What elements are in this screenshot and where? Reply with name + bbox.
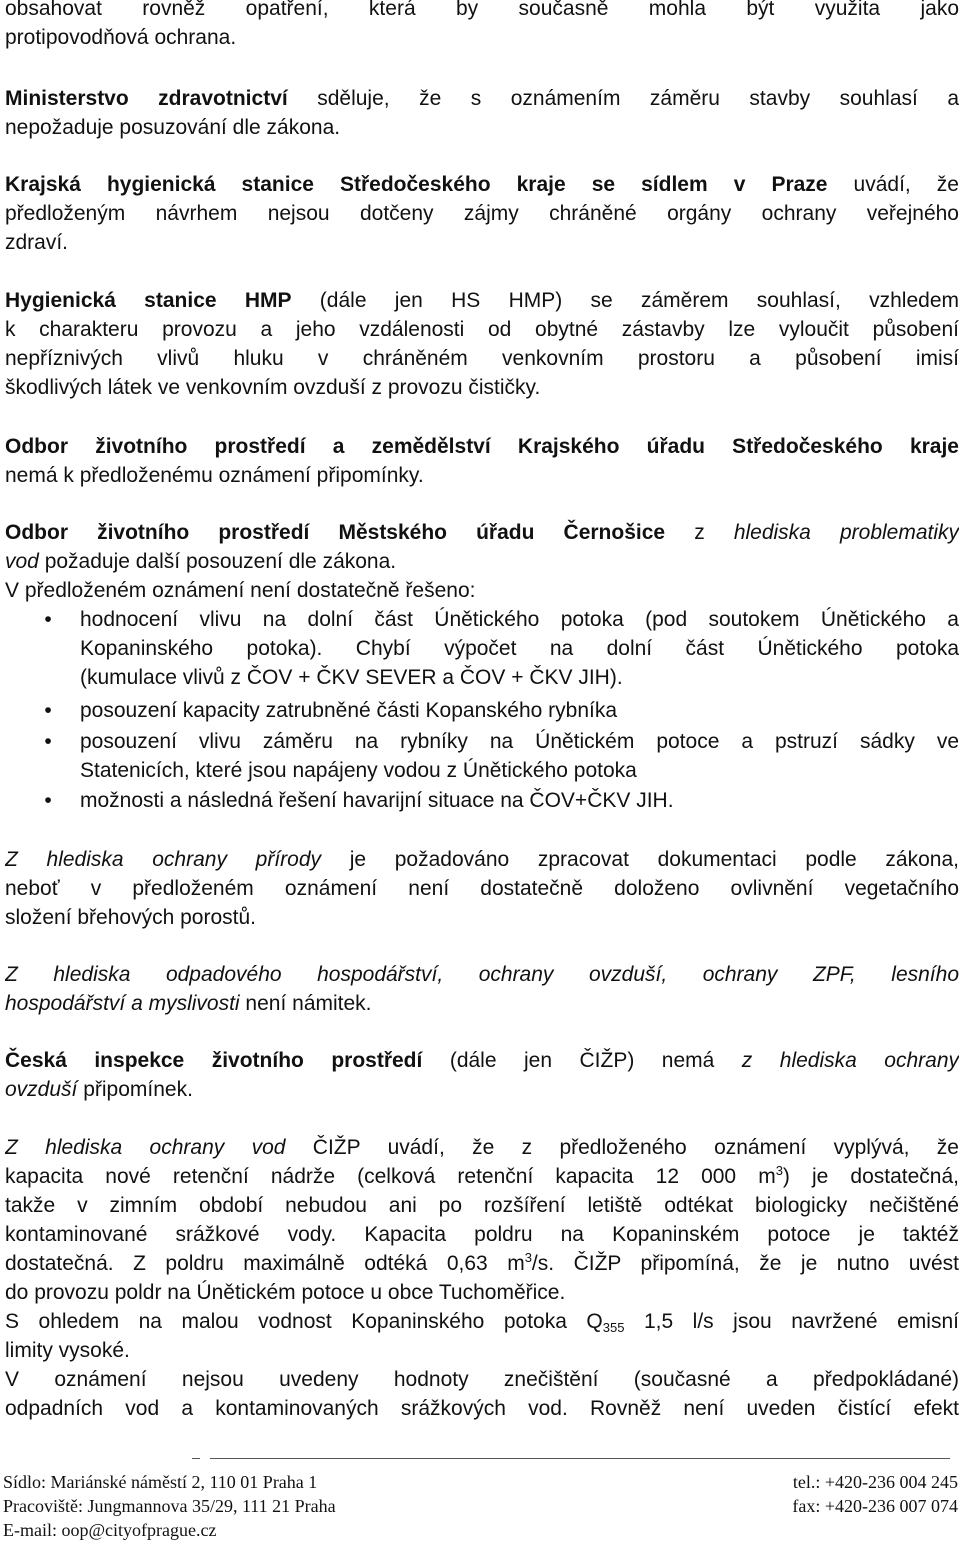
text-line <box>80 786 959 815</box>
text-run: limity vysoké. <box>5 1339 130 1362</box>
text-line <box>5 461 959 490</box>
text-line <box>5 518 959 547</box>
text-line <box>5 845 959 874</box>
text-run: hodnocení vlivu na dolní část Únětického potoka (pod soutokem Únětického a <box>80 608 959 631</box>
paragraph <box>5 84 959 142</box>
script-run: 355 <box>602 1320 625 1335</box>
text-run: požaduje další posouzení dle zákona. <box>38 550 397 573</box>
text-line <box>80 663 959 692</box>
bullet-icon: • <box>44 789 52 812</box>
text-run: předloženým návrhem nejsou dotčeny zájmy chráněné orgány ochrany veřejného <box>5 202 959 225</box>
text-run: kapacita nové retenční nádrže (celková retenční kapacita 12 000 m <box>5 1165 776 1188</box>
paragraph <box>5 518 959 605</box>
text-line <box>5 1075 959 1104</box>
text-run: odpadních vod a kontaminovaných srážkových vod. Rovněž není uveden čistící efekt <box>5 1397 959 1420</box>
list-item-text <box>80 605 959 692</box>
italic-run: Z hlediska ochrany přírody <box>5 848 322 871</box>
italic-run: hlediska problematiky <box>733 521 959 544</box>
bold-run: Hygienická stanice HMP <box>5 289 292 312</box>
text-line <box>5 1365 959 1394</box>
text-run: není námitek. <box>239 992 372 1015</box>
text-run: (dále jen ČIŽP) nemá <box>422 1049 742 1072</box>
text-line <box>5 989 959 1018</box>
text-run: Statenicích, které jsou napájeny vodou z Únětického potoka <box>80 759 637 782</box>
text-line <box>5 1278 959 1307</box>
text-line <box>5 1191 959 1220</box>
italic-run: vod <box>5 550 39 573</box>
text-run: protipovodňová ochrana. <box>5 26 237 49</box>
text-line <box>5 1133 959 1162</box>
text-line <box>5 432 959 461</box>
list-item-text <box>80 727 959 785</box>
text-run: uvádí, že <box>827 173 959 196</box>
text-run: V oznámení nejsou uvedeny hodnoty znečištění (současné a předpokládané) <box>5 1368 959 1391</box>
text-line <box>5 344 959 373</box>
italic-run: hospodářství a myslivosti <box>5 992 240 1015</box>
text-run: nepožaduje posuzování dle zákona. <box>5 116 341 139</box>
text-run: složení břehových porostů. <box>5 906 256 929</box>
list-item-text <box>80 786 959 815</box>
italic-run: z hlediska ochrany <box>741 1049 959 1072</box>
text-run: (dále jen HS HMP) se záměrem souhlasí, vzhledem <box>291 289 959 312</box>
text-line <box>5 1046 959 1075</box>
footer-rule <box>210 1458 950 1459</box>
paragraph <box>5 0 959 52</box>
footer-address <box>3 1470 563 1542</box>
text-run: neboť v předloženém oznámení není dostatečně doloženo ovlivnění vegetačního <box>5 877 959 900</box>
text-run: sděluje, že s oznámením záměru stavby souhlasí a <box>287 87 959 110</box>
text-run: /s. ČIŽP připomíná, že je nutno uvést <box>531 1252 959 1275</box>
paragraph <box>5 432 959 490</box>
footer-phone: tel.: +420-236 004 245 <box>792 1472 958 1492</box>
paragraph <box>5 1046 959 1104</box>
footer-contacts <box>700 1470 958 1518</box>
text-line <box>80 727 959 756</box>
text-line <box>5 1162 959 1191</box>
text-run: je požadováno zpracovat dokumentaci podle zákona, <box>321 848 959 871</box>
text-line <box>5 23 959 52</box>
bold-run: Odbor životního prostředí a zemědělství Krajského úřadu Středočeského kraje <box>5 435 959 458</box>
bullet-icon: • <box>44 699 52 722</box>
paragraph <box>5 845 959 932</box>
text-line <box>5 1394 959 1423</box>
text-line <box>5 960 959 989</box>
text-run: obsahovat rovněž opatření, která by současně mohla být využita jako <box>5 0 959 20</box>
text-run: (kumulace vlivů z ČOV + ČKV SEVER a ČOV + ČKV JIH). <box>80 666 623 689</box>
text-run: škodlivých látek ve venkovním ovzduší z provozu čističky. <box>5 376 541 399</box>
bold-run: Krajská hygienická stanice Středočeského kraje se sídlem v Praze <box>5 173 828 196</box>
footer-workplace: Pracoviště: Jungmannova 35/29, 111 21 Praha <box>3 1496 336 1516</box>
bold-run: Ministerstvo zdravotnictví <box>5 87 288 110</box>
text-line <box>5 113 959 142</box>
text-run: S ohledem na malou vodnost Kopaninského potoka Q <box>5 1310 603 1333</box>
text-run: připomínek. <box>77 1078 193 1101</box>
text-run: do provozu poldr na Únětickém potoce u obce Tuchoměřice. <box>5 1281 566 1304</box>
text-run: ČIŽP uvádí, že z předloženého oznámení vyplývá, že <box>285 1136 959 1159</box>
bullet-icon: • <box>44 608 52 631</box>
text-line <box>5 84 959 113</box>
paragraph <box>5 170 959 257</box>
footer-fax: fax: +420-236 007 074 <box>792 1496 958 1516</box>
text-line <box>5 286 959 315</box>
text-line <box>5 0 959 23</box>
script-run: 3 <box>775 1163 783 1178</box>
text-line <box>5 373 959 402</box>
text-line <box>5 576 959 605</box>
text-run: k charakteru provozu a jeho vzdálenosti od obytné zástavby lze vyloučit působení <box>5 318 959 341</box>
bullet-icon: • <box>44 730 52 753</box>
text-line <box>5 315 959 344</box>
text-line <box>5 1336 959 1365</box>
text-line <box>5 1307 959 1336</box>
text-run: 1,5 l/s jsou navržené emisní <box>624 1310 959 1333</box>
footer-email: E-mail: oop@cityofprague.cz <box>3 1520 217 1540</box>
footer-seat: Sídlo: Mariánské náměstí 2, 110 01 Praha 1 <box>3 1472 318 1492</box>
italic-run: ovzduší <box>5 1078 78 1101</box>
italic-run: Z hlediska odpadového hospodářství, ochrany ovzduší, ochrany ZPF, lesního <box>5 963 959 986</box>
text-run: možnosti a následná řešení havarijní situace na ČOV+ČKV JIH. <box>80 789 674 812</box>
text-line <box>5 228 959 257</box>
text-line <box>80 634 959 663</box>
text-line <box>5 1249 959 1278</box>
text-line <box>5 874 959 903</box>
text-line <box>80 605 959 634</box>
bold-run: Česká inspekce životního prostředí <box>5 1049 423 1072</box>
script-run: 3 <box>524 1250 532 1265</box>
text-line <box>80 756 959 785</box>
text-line <box>5 1220 959 1249</box>
text-run: z <box>665 521 734 544</box>
text-line <box>5 547 959 576</box>
footer-rule-fragment <box>192 1458 200 1459</box>
text-run: takže v zimním období nebudou ani po rozšíření letiště odtékat biologicky nečištěné <box>5 1194 959 1217</box>
paragraph <box>5 960 959 1018</box>
text-line <box>5 170 959 199</box>
list-item-text <box>80 696 959 725</box>
text-run: posouzení kapacity zatrubněné části Kopanského rybníka <box>80 699 618 722</box>
text-run: zdraví. <box>5 231 69 254</box>
paragraph <box>5 1133 959 1423</box>
text-run: nepříznivých vlivů hluku v chráněném venkovním prostoru a působení imisí <box>5 347 959 370</box>
paragraph <box>5 286 959 402</box>
text-run: nemá k předloženému oznámení připomínky. <box>5 464 424 487</box>
text-run: dostatečná. Z poldru maximálně odtéká 0,63 m <box>5 1252 525 1275</box>
text-line <box>5 199 959 228</box>
italic-run: Z hlediska ochrany vod <box>5 1136 286 1159</box>
text-run: Kopaninského potoka). Chybí výpočet na dolní část Únětického potoka <box>80 637 959 660</box>
bold-run: Odbor životního prostředí Městského úřadu Černošice <box>5 521 666 544</box>
text-run: V předloženém oznámení není dostatečně řešeno: <box>5 579 476 602</box>
text-run: ) je dostatečná, <box>782 1165 959 1188</box>
text-line <box>5 903 959 932</box>
text-run: posouzení vlivu záměru na rybníky na Únětickém potoce a pstruzí sádky ve <box>80 730 959 753</box>
text-line <box>80 696 959 725</box>
text-run: kontaminované srážkové vody. Kapacita poldru na Kopaninském potoce je taktéž <box>5 1223 959 1246</box>
